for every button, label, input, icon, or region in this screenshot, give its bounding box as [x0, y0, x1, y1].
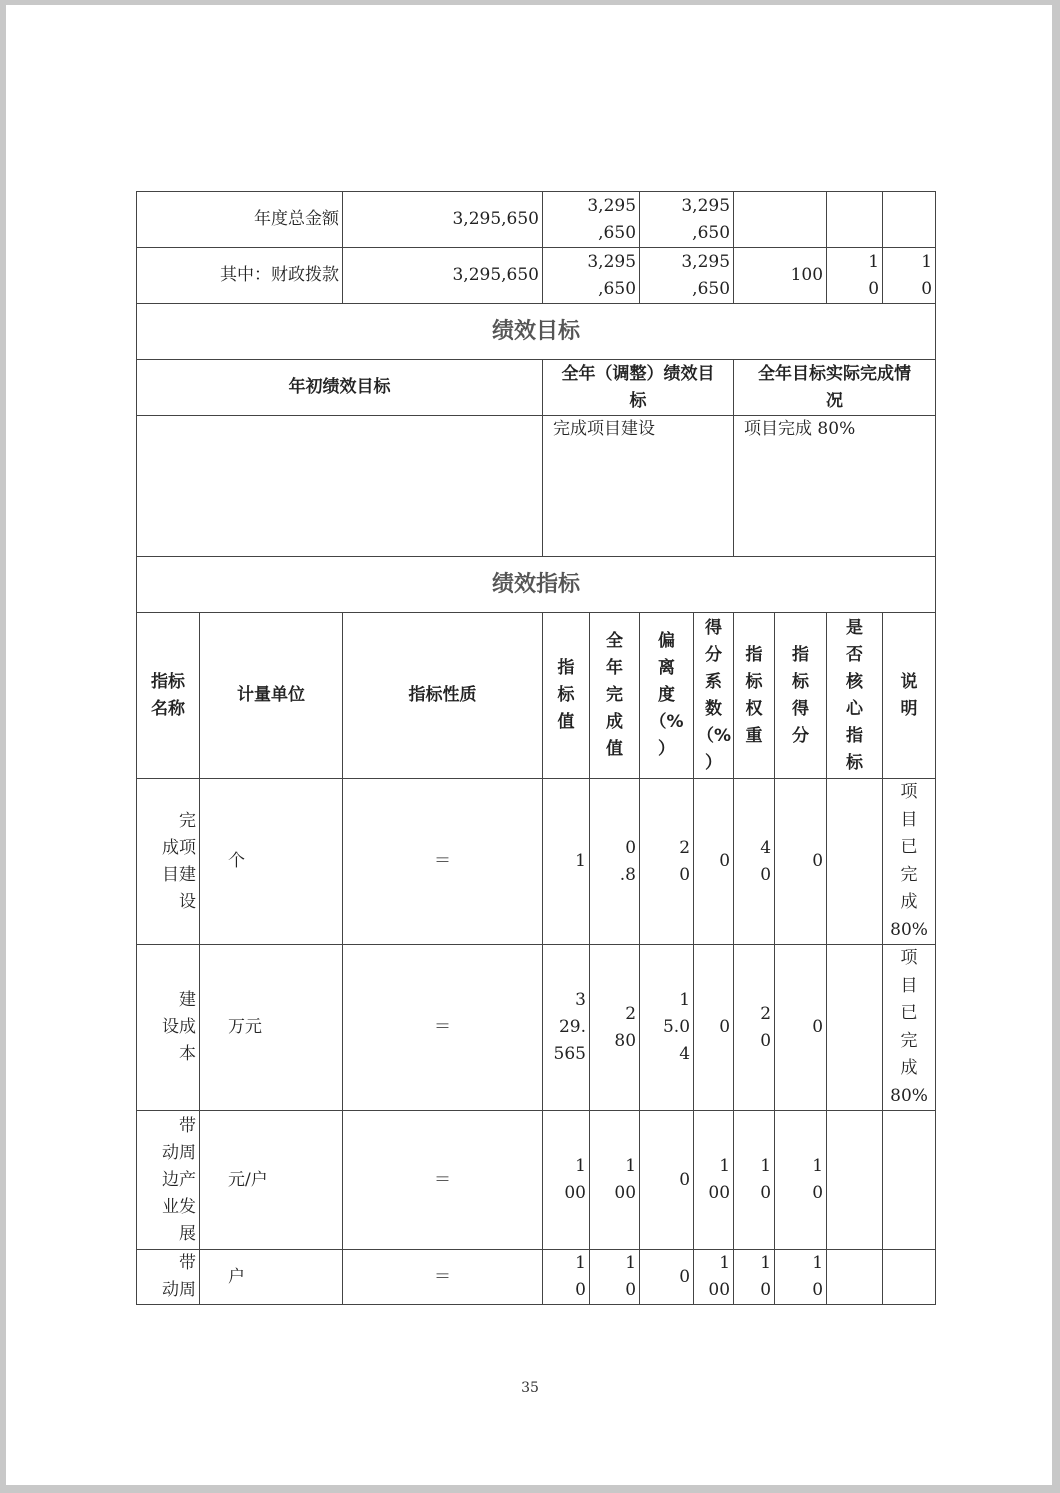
indicator-unit: 个 [200, 779, 343, 945]
header-nature: 指标性质 [343, 613, 543, 779]
goals-content-row [137, 416, 936, 557]
budget-label: 其中：财政拨款 [137, 248, 343, 304]
budget-adjusted: 3,295 ,650 [587, 251, 637, 299]
indicator-score: 0 [775, 945, 827, 1111]
budget-rate [734, 192, 827, 248]
indicator-name: 带 动周 [162, 1253, 196, 1300]
table-row [137, 945, 936, 1111]
page-number: 35 [521, 1380, 539, 1396]
indicator-coef: 0 [694, 779, 734, 945]
goals-initial-text [137, 416, 543, 557]
budget-row-total [137, 192, 936, 248]
indicator-core [827, 1111, 883, 1250]
indicator-weight: 2 0 [760, 1003, 772, 1051]
goals-actual-text: 项目完成 80% [734, 416, 936, 557]
budget-executed: 3,295 ,650 [681, 251, 731, 299]
budget-rate: 100 [734, 248, 827, 304]
indicator-nature: ＝ [343, 779, 543, 945]
indicator-unit: 户 [200, 1250, 343, 1305]
budget-row-fiscal [137, 248, 936, 304]
indicator-completed: 0 .8 [619, 837, 637, 885]
header-score: 指 标 得 分 [792, 644, 810, 746]
indicator-weight: 4 0 [760, 837, 772, 885]
header-note: 说 明 [900, 671, 918, 719]
header-completed: 全 年 完 成 值 [606, 631, 623, 759]
goals-adjusted-text: 完成项目建设 [543, 416, 734, 557]
goals-section-title: 绩效目标 [137, 304, 936, 360]
indicator-core [827, 945, 883, 1111]
indicator-core [827, 1250, 883, 1305]
performance-table [136, 191, 936, 1305]
header-name: 指标 名称 [151, 671, 185, 719]
indicator-completed: 1 00 [614, 1156, 637, 1203]
goals-header-row [137, 360, 936, 416]
indicator-unit: 元/户 [200, 1111, 343, 1250]
indicator-note: 项 目 已 完 成 80% [890, 948, 928, 1106]
goals-col-actual: 全年目标实际完成情 况 [758, 363, 912, 411]
indicator-completed: 1 0 [625, 1253, 637, 1300]
budget-initial: 3,295,650 [343, 192, 543, 248]
header-coef: 得 分 系 数 （% ） [697, 617, 732, 773]
indicator-note [883, 1111, 936, 1250]
indicator-deviation: 0 [640, 1250, 694, 1305]
header-deviation: 偏 离 度 （% ） [649, 631, 684, 759]
indicators-header-row [137, 613, 936, 779]
indicator-unit: 万元 [200, 945, 343, 1111]
table-row [137, 1250, 936, 1305]
indicators-section-title: 绩效指标 [137, 557, 936, 613]
budget-score: 1 0 [921, 251, 933, 299]
indicator-score: 1 0 [812, 1156, 824, 1203]
indicator-weight: 1 0 [760, 1156, 772, 1203]
budget-label: 年度总金额 [137, 192, 343, 248]
header-weight: 指 标 权 重 [745, 644, 763, 746]
indicator-name: 带 动周 边产 业发 展 [162, 1115, 196, 1244]
indicator-coef: 0 [694, 945, 734, 1111]
table-row [137, 779, 936, 945]
budget-initial: 3,295,650 [343, 248, 543, 304]
budget-weight [827, 192, 883, 248]
indicator-score: 0 [775, 779, 827, 945]
indicator-nature: ＝ [343, 1111, 543, 1250]
indicator-value: 1 [543, 779, 590, 945]
indicator-value: 1 00 [564, 1156, 586, 1203]
indicator-deviation: 1 5.0 4 [662, 990, 691, 1064]
header-value: 指 标 值 [557, 658, 575, 732]
indicator-deviation: 0 [640, 1111, 694, 1250]
indicator-score: 1 0 [812, 1253, 824, 1300]
budget-adjusted: 3,295 ,650 [587, 195, 637, 243]
indicator-nature: ＝ [343, 945, 543, 1111]
indicator-core [827, 779, 883, 945]
budget-score [883, 192, 936, 248]
indicator-name: 完 成项 目建 设 [162, 810, 196, 912]
indicator-value: 1 0 [575, 1253, 586, 1300]
goals-col-adjusted: 全年（调整）绩效目 标 [561, 363, 715, 411]
goals-col-initial: 年初绩效目标 [137, 360, 543, 416]
indicator-note: 项 目 已 完 成 80% [890, 782, 928, 940]
indicator-coef: 1 00 [708, 1156, 731, 1203]
table-row [137, 1111, 936, 1250]
indicator-value: 3 29. 565 [553, 990, 586, 1064]
header-core: 是 否 核 心 指 标 [846, 617, 864, 773]
indicator-note [883, 1250, 936, 1305]
indicator-nature: ＝ [343, 1250, 543, 1305]
indicator-name: 建 设成 本 [162, 990, 196, 1064]
budget-executed: 3,295 ,650 [681, 195, 731, 243]
indicator-weight: 1 0 [760, 1253, 772, 1300]
indicator-coef: 1 00 [708, 1253, 731, 1300]
budget-weight: 1 0 [868, 251, 880, 299]
header-unit: 计量单位 [200, 613, 343, 779]
indicator-completed: 2 80 [614, 1003, 637, 1051]
indicator-deviation: 2 0 [679, 837, 691, 885]
